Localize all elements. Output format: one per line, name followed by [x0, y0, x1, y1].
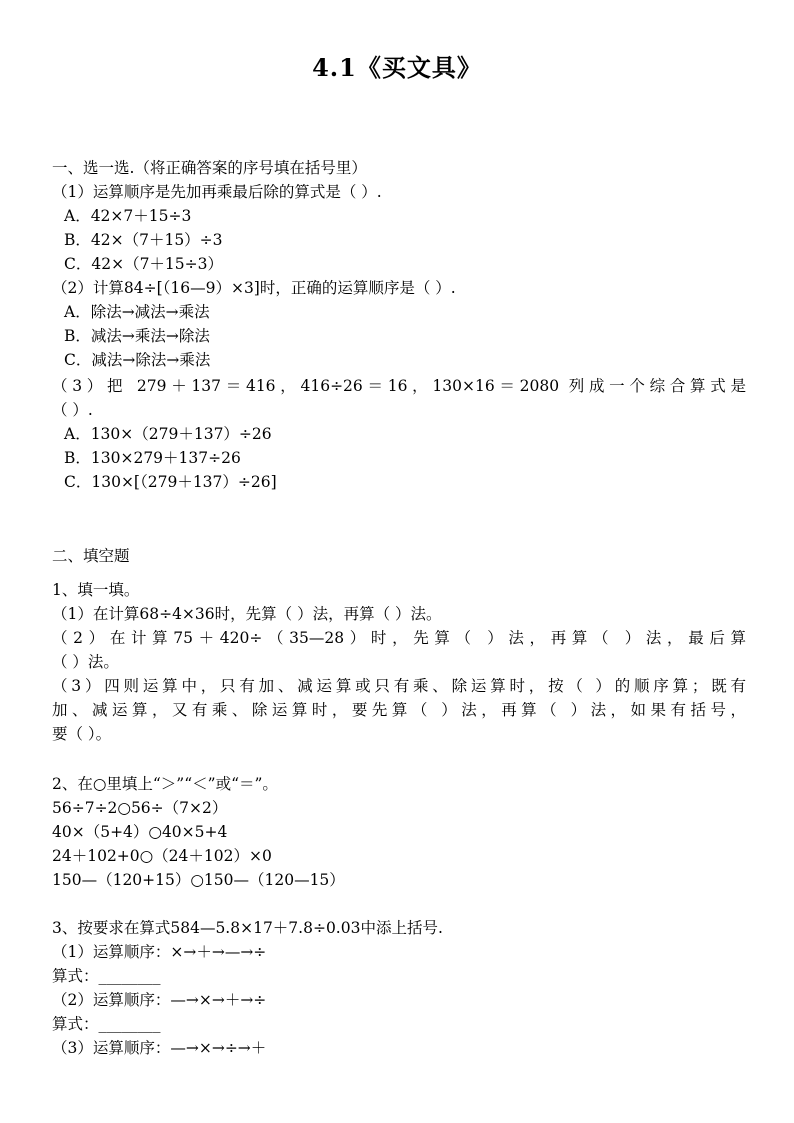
section1-heading: 一、选一选.（将正确答案的序号填在括号里）: [52, 159, 367, 177]
part1-heading: 1、填一填。: [52, 581, 140, 599]
question-3-stem-line1: （3）把 279＋137＝416，416÷26＝16，130×16＝2080 列成一个综合算式是: [52, 377, 746, 395]
question-3-stem-line2: （ ）.: [52, 401, 93, 419]
part3-line: 算式：________: [52, 967, 161, 985]
question-1-option-b: B．42×（7＋15）÷3: [64, 231, 223, 249]
part3-heading: 3、按要求在算式584—5.8×17＋7.8÷0.03中添上括号.: [52, 919, 443, 937]
part2-heading: 2、在○里填上“＞”“＜”或“＝”。: [52, 775, 278, 793]
part1-line: 加、减运算，又有乘、除运算时，要先算（ ）法，再算（ ）法，如果有括号，: [52, 701, 746, 719]
comparison-line: 150—（120+15）○150—（120—15）: [52, 871, 345, 889]
question-3-option-c: C．130×[（279＋137）÷26]: [64, 473, 277, 491]
part1-line: （3）四则运算中，只有加、减运算或只有乘、除运算时，按（ ）的顺序算；既有: [52, 677, 746, 695]
part3-line: （3）运算顺序：—→×→÷→＋: [52, 1039, 267, 1057]
section2-heading: 二、填空题: [52, 547, 130, 565]
question-1-option-a: A．42×7＋15÷3: [64, 207, 192, 225]
part1-line: （ ）法。: [52, 653, 119, 671]
question-2-option-b: B．减法→乘法→除法: [64, 327, 210, 345]
question-3-option-a: A．130×（279＋137）÷26: [64, 425, 272, 443]
comparison-line: 24＋102+0○（24＋102）×0: [52, 847, 272, 865]
part1-line: 要（ ）。: [52, 725, 112, 743]
comparison-line: 56÷7÷2○56÷（7×2）: [52, 799, 228, 817]
question-2-option-a: A．除法→减法→乘法: [64, 303, 210, 321]
question-1-stem: （1）运算顺序是先加再乘最后除的算式是（ ）.: [52, 183, 382, 201]
question-2-option-c: C．减法→除法→乘法: [64, 351, 211, 369]
part1-line: （1）在计算68÷4×36时，先算（ ）法，再算（ ）法。: [52, 605, 442, 623]
part3-line: 算式：________: [52, 1015, 161, 1033]
page-title: 4.1《买文具》: [312, 53, 482, 82]
question-2-stem: （2）计算84÷[（16—9）×3]时，正确的运算顺序是（ ）.: [52, 279, 456, 297]
part1-line: （2）在计算75＋420÷（35—28）时，先算（ ）法，再算（ ）法，最后算: [52, 629, 746, 647]
question-1-option-c: C．42×（7＋15÷3）: [64, 255, 224, 273]
part3-line: （2）运算顺序：—→×→＋→÷: [52, 991, 267, 1009]
part3-line: （1）运算顺序：×→＋→—→÷: [52, 943, 267, 961]
question-3-option-b: B．130×279＋137÷26: [64, 449, 241, 467]
comparison-line: 40×（5+4）○40×5+4: [52, 823, 228, 841]
